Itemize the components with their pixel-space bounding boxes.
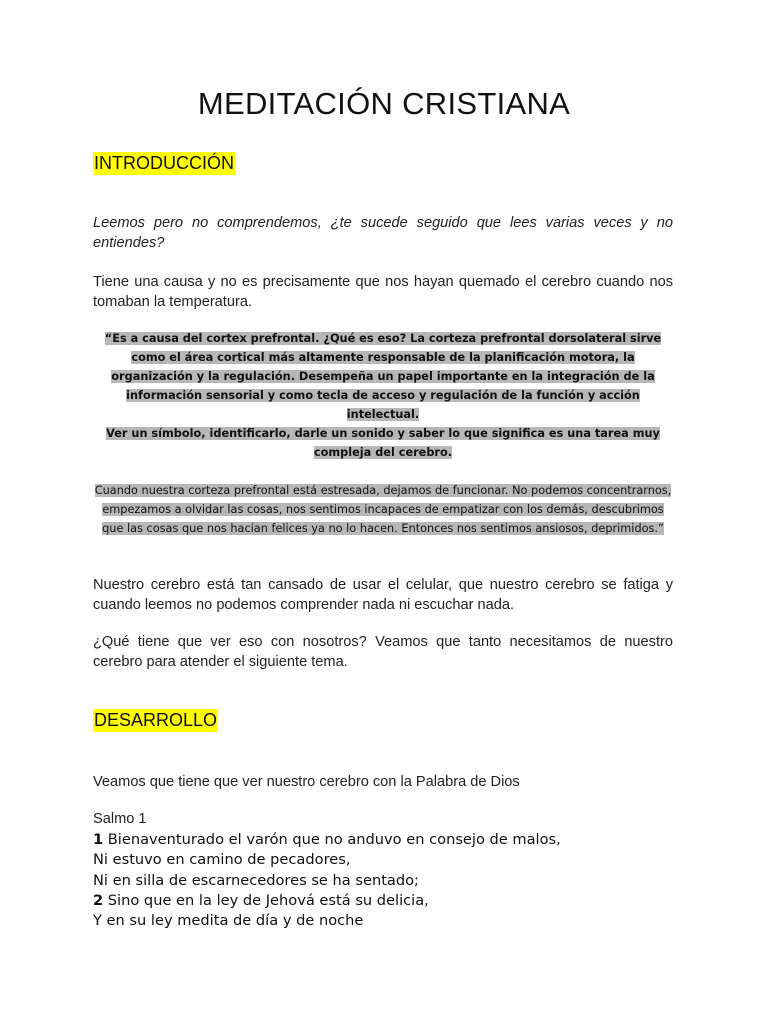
page-title: MEDITACIÓN CRISTIANA bbox=[197, 86, 571, 121]
highlighted-quote-2 bbox=[93, 424, 673, 462]
intro-paragraph-1: Leemos pero no comprendemos, ¿te sucede seguido que lees varias veces y no entiendes? bbox=[93, 215, 673, 251]
section-heading-desarrollo: DESARROLLO bbox=[94, 710, 218, 730]
development-paragraph-1: Veamos que tiene que ver nuestro cerebro con la Palabra de Dios bbox=[93, 774, 520, 790]
psalm-title: Salmo 1 bbox=[93, 811, 147, 827]
psalm-verses bbox=[93, 830, 693, 931]
verse-text: Bienaventurado el varón que no anduvo en consejo de malos, bbox=[103, 831, 561, 848]
highlighted-quote-1 bbox=[93, 329, 673, 424]
verse-1-line-3: Ni en silla de escarnecedores se ha sentado; bbox=[93, 871, 419, 889]
quote-2-text: Ver un símbolo, identificarlo, darle un sonido y saber lo que significa es una tarea muy compleja del cerebro. bbox=[106, 427, 660, 459]
quote-3-text: Cuando nuestra corteza prefrontal está estresada, dejamos de funcionar. No podemos concentrarnos, empezamos a olvidar las cosas, nos sentimos incapaces de empatizar con los demás, descubrimos que las cosas que nos hacían felices ya no lo hacen. Entonces nos sentimos ansiosos, deprimidos.” bbox=[94, 484, 672, 535]
verse-2-line-1 bbox=[93, 891, 693, 911]
verse-text: Sino que en la ley de Jehová está su delicia, bbox=[103, 891, 429, 909]
verse-1-line-1 bbox=[93, 830, 693, 850]
intro-paragraph-4: ¿Qué tiene que ver eso con nosotros? Veamos que tanto necesitamos de nuestro cerebro para atender el siguiente tema. bbox=[93, 634, 673, 670]
section-heading-introduccion: INTRODUCCIÓN bbox=[94, 153, 234, 173]
quote-1-text: “Es a causa del cortex prefrontal. ¿Qué es eso? La corteza prefrontal dorsolateral sirve como el área cortical más altamente responsable de la planificación motora, la organización y la regulación. Desempeña un papel importante en la integración de la información sensorial y como tecla de acceso y regulación de la función y acción intelectual. bbox=[104, 332, 662, 421]
intro-paragraph-2: Tiene una causa y no es precisamente que nos hayan quemado el cerebro cuando nos tomaban la temperatura. bbox=[93, 274, 673, 310]
intro-paragraph-3: Nuestro cerebro está tan cansado de usar el celular, que nuestro cerebro se fatiga y cuando leemos no podemos comprender nada ni escuchar nada. bbox=[93, 577, 673, 613]
verse-number: 2 bbox=[93, 891, 104, 909]
highlighted-quote-3 bbox=[93, 481, 673, 538]
verse-number: 1 bbox=[93, 831, 104, 848]
verse-2-line-2: Y en su ley medita de día y de noche bbox=[93, 912, 364, 930]
verse-1-line-2: Ni estuvo en camino de pecadores, bbox=[93, 851, 351, 869]
